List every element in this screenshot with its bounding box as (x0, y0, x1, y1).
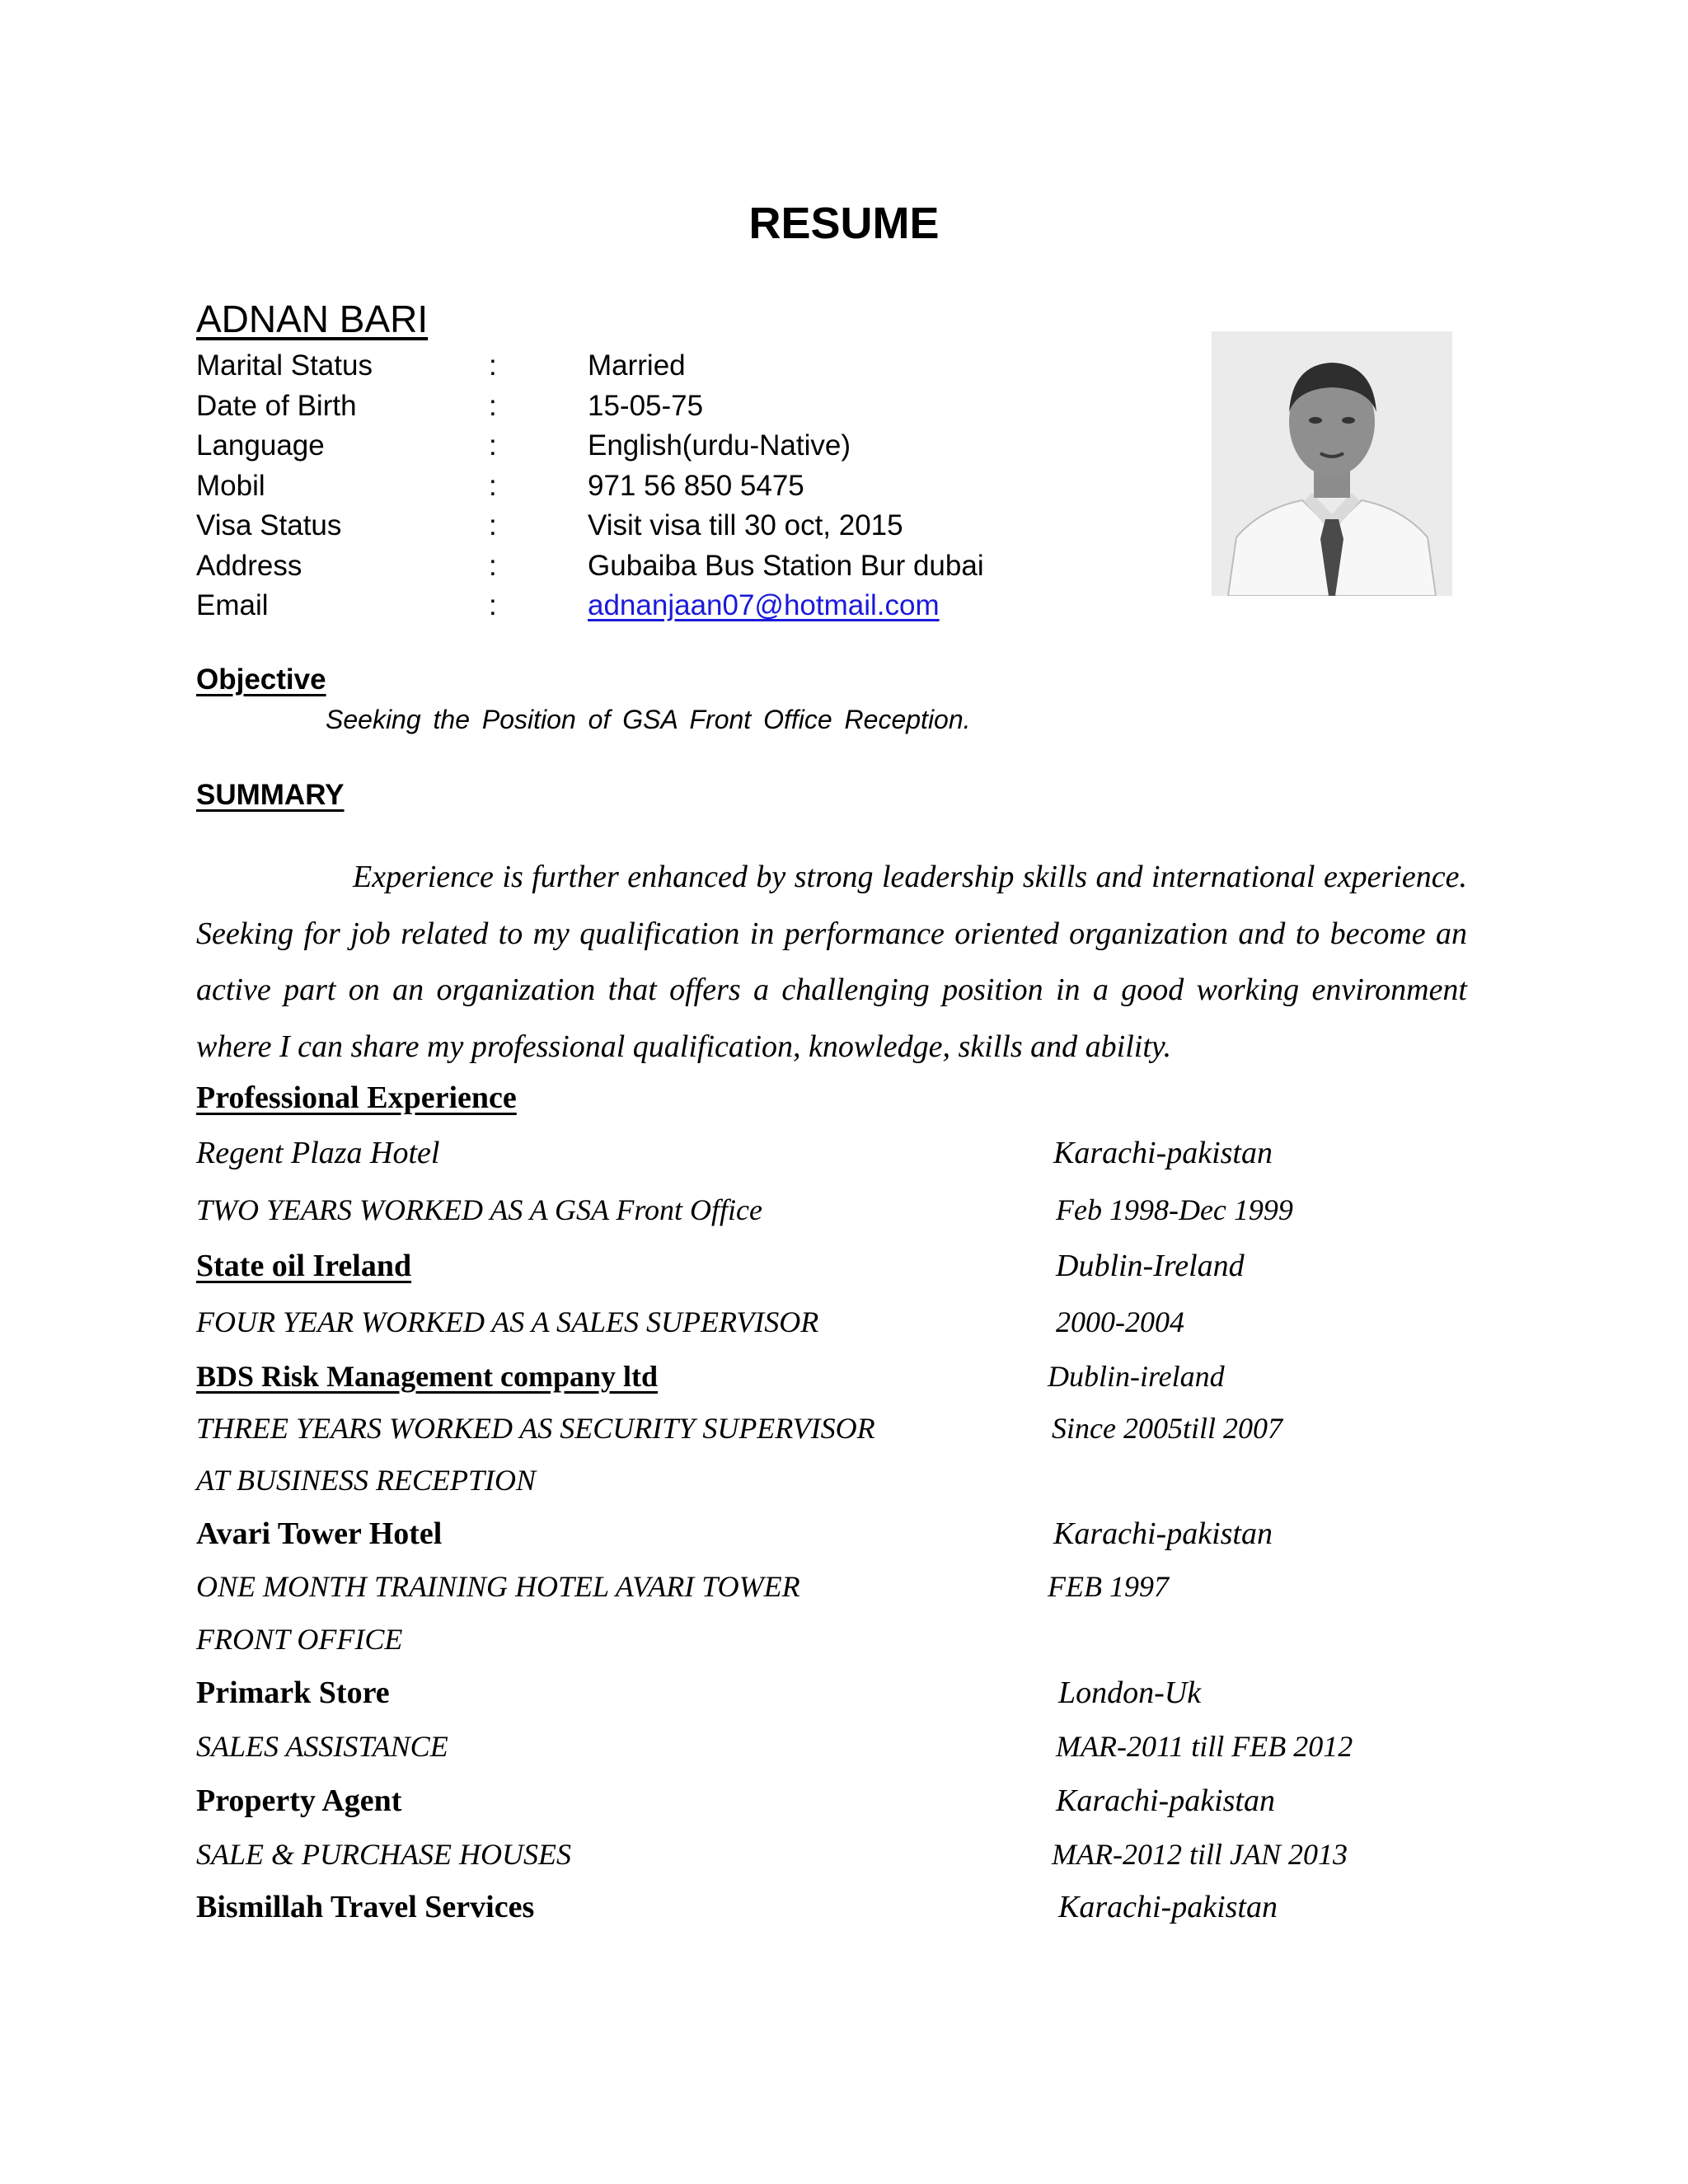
employer-name: State oil Ireland (196, 1249, 412, 1283)
experience-entry-role-extra (196, 1454, 1482, 1507)
experience-entry-header (196, 1507, 1482, 1561)
experience-entry-header (196, 1666, 1482, 1719)
role-title: SALE & PURCHASE HOUSES (196, 1838, 571, 1871)
employer-name: Primark Store (196, 1675, 390, 1710)
info-label: Address (196, 549, 302, 582)
candidate-name: ADNAN BARI (196, 298, 429, 340)
role-title: THREE YEARS WORKED AS SECURITY SUPERVISOR (196, 1412, 875, 1445)
role-period: FEB 1997 (1048, 1570, 1169, 1603)
info-row-address (196, 546, 1218, 587)
info-label: Marital Status (196, 349, 373, 382)
info-label: Language (196, 429, 325, 462)
employer-location: Karachi-pakistan (1058, 1890, 1278, 1924)
info-colon: : (489, 589, 497, 621)
info-colon: : (489, 389, 497, 422)
info-label: Date of Birth (196, 389, 357, 422)
role-title-continued: AT BUSINESS RECEPTION (196, 1464, 536, 1497)
experience-entry-header (196, 1881, 1482, 1933)
role-period: MAR-2012 till JAN 2013 (1052, 1838, 1348, 1871)
profile-photo (1212, 331, 1452, 596)
objective-text: Seeking the Position of GSA Front Office Reception. (326, 705, 971, 734)
objective-heading: Objective (196, 663, 326, 696)
info-colon: : (489, 549, 497, 582)
experience-entry-header (196, 1774, 1482, 1828)
experience-entry-header (196, 1238, 1482, 1294)
info-value: 971 56 850 5475 (588, 469, 804, 502)
experience-entry-header (196, 1350, 1482, 1403)
role-period: Since 2005till 2007 (1052, 1412, 1282, 1445)
info-row-marital-status (196, 346, 1218, 387)
info-value: Married (588, 349, 686, 382)
employer-location: Dublin-Ireland (1056, 1249, 1245, 1283)
role-title: SALES ASSISTANCE (196, 1730, 448, 1763)
email-link[interactable]: adnanjaan07@hotmail.com (588, 589, 940, 621)
experience-entry-role (196, 1182, 1482, 1238)
info-colon: : (489, 509, 497, 541)
employer-location: Karachi-pakistan (1053, 1516, 1273, 1551)
role-period: Feb 1998-Dec 1999 (1056, 1193, 1293, 1226)
info-colon: : (489, 469, 497, 502)
summary-text: Experience is further enhanced by strong leadership skills and international experience. Seeking for job related to my qualification in performance oriented organization and to become an active part on an organization that offers a challenging position in a good working environment where I can share my professional qualification, knowledge, skills and ability. (196, 860, 1467, 1064)
info-label: Mobil (196, 469, 265, 502)
experience-entry-role (196, 1294, 1482, 1350)
personal-info (196, 346, 1218, 626)
info-value: Gubaiba Bus Station Bur dubai (588, 549, 984, 582)
role-title: ONE MONTH TRAINING HOTEL AVARI TOWER (196, 1570, 800, 1603)
employer-name: Bismillah Travel Services (196, 1890, 535, 1924)
info-row-visa-status (196, 506, 1218, 546)
employer-name: BDS Risk Management company ltd (196, 1360, 659, 1393)
employer-location: Karachi-pakistan (1053, 1136, 1273, 1170)
experience-entry-role-extra (196, 1612, 1482, 1666)
role-period: MAR-2011 till FEB 2012 (1056, 1730, 1353, 1763)
info-value: English(urdu-Native) (588, 429, 851, 462)
info-value: Visit visa till 30 oct, 2015 (588, 509, 903, 541)
info-colon: : (489, 349, 497, 382)
experience-entry-role (196, 1403, 1482, 1454)
role-title: TWO YEARS WORKED AS A GSA Front Office (196, 1193, 762, 1226)
info-row-mobile (196, 466, 1218, 507)
employer-name: Property Agent (196, 1783, 402, 1818)
employer-name: Regent Plaza Hotel (196, 1136, 440, 1170)
summary-heading: SUMMARY (196, 779, 345, 811)
experience-heading: Professional Experience (196, 1080, 517, 1115)
info-row-date-of-birth (196, 387, 1218, 427)
info-row-language (196, 426, 1218, 466)
info-colon: : (489, 429, 497, 462)
info-label: Email (196, 589, 269, 621)
employer-location: London-Uk (1058, 1675, 1202, 1710)
experience-entry-header (196, 1124, 1482, 1182)
role-period: 2000-2004 (1056, 1305, 1184, 1338)
role-title-continued: FRONT OFFICE (196, 1623, 403, 1656)
employer-name: Avari Tower Hotel (196, 1516, 443, 1551)
info-value: 15-05-75 (588, 389, 704, 422)
employer-location: Karachi-pakistan (1056, 1783, 1275, 1818)
role-title: FOUR YEAR WORKED AS A SALES SUPERVISOR (196, 1305, 819, 1338)
info-label: Visa Status (196, 509, 342, 541)
employer-location: Dublin-ireland (1048, 1360, 1225, 1393)
info-row-email (196, 586, 1218, 626)
professional-experience (196, 1071, 1482, 1933)
resume-title: RESUME (748, 199, 940, 248)
experience-entry-role (196, 1561, 1482, 1612)
experience-entry-role (196, 1719, 1482, 1774)
profile-photo-image (1212, 331, 1452, 596)
experience-entry-role (196, 1828, 1482, 1881)
